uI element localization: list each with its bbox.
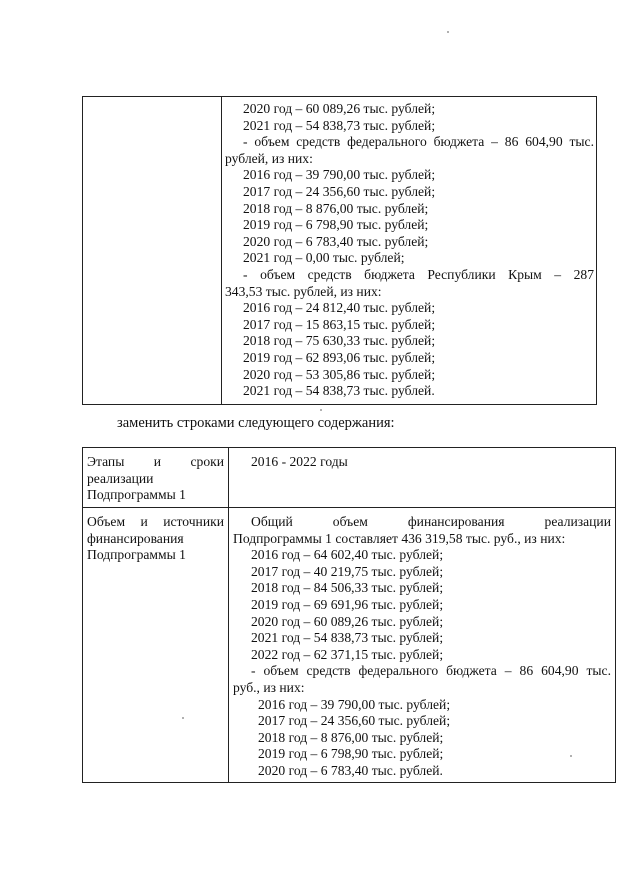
text-line: 2019 год – 6 798,90 тыс. рублей;	[243, 217, 429, 233]
text-line: 2017 год – 40 219,75 тыс. рублей;	[251, 563, 444, 579]
text-line: 2020 год – 6 783,40 тыс. рублей.	[258, 762, 443, 778]
scan-speck	[320, 409, 322, 411]
text-line: 2022 год – 62 371,15 тыс. рублей;	[251, 646, 444, 662]
label-line: Этапы и сроки	[87, 454, 224, 469]
text-line: 2021 год – 54 838,73 тыс. рублей;	[251, 630, 444, 646]
text-line: рублей, из них:	[225, 150, 313, 166]
text-line: 2021 год – 54 838,73 тыс. рублей.	[243, 383, 435, 399]
text-line: 2017 год – 24 356,60 тыс. рублей;	[243, 183, 436, 199]
text-line: руб., из них:	[233, 679, 305, 695]
text-line: 2019 год – 6 798,90 тыс. рублей;	[258, 746, 444, 762]
replacement-instruction: заменить строками следующего содержания:	[117, 415, 395, 431]
text-line: 2016 год – 39 790,00 тыс. рублей;	[243, 167, 436, 183]
text-line: 2020 год – 6 783,40 тыс. рублей;	[243, 233, 429, 249]
table-row-stages	[83, 448, 616, 508]
label-line: Подпрограммы 1	[87, 547, 186, 563]
text-line: 2016 год – 64 602,40 тыс. рублей;	[251, 547, 444, 563]
label-line: финансирования	[87, 530, 184, 546]
table-cell-empty	[83, 97, 222, 405]
text-line: 343,53 тыс. рублей, из них:	[225, 283, 382, 299]
text-line: 2018 год – 75 630,33 тыс. рублей;	[243, 333, 436, 349]
label-line: реализации	[87, 470, 154, 486]
text-line: 2020 год – 53 305,86 тыс. рублей;	[243, 366, 436, 382]
text-line: 2017 год – 24 356,60 тыс. рублей;	[258, 713, 451, 729]
table-row	[83, 97, 597, 405]
text-line: 2016 год – 24 812,40 тыс. рублей;	[243, 300, 436, 316]
top-table	[82, 96, 597, 405]
label-line: Объем и источники	[87, 514, 224, 529]
text-line: 2017 год – 15 863,15 тыс. рублей;	[243, 316, 436, 332]
scan-speck	[447, 31, 449, 33]
label-line: Подпрограммы 1	[87, 487, 186, 503]
text-line: Подпрограммы 1 составляет 436 319,58 тыс. руб., из них:	[233, 530, 566, 546]
text-line: Общий объем финансирования реализации	[251, 514, 611, 529]
table-cell-label	[83, 448, 229, 508]
text-line: 2020 год – 60 089,26 тыс. рублей;	[243, 101, 436, 116]
text-line: 2019 год – 62 893,06 тыс. рублей;	[243, 349, 436, 365]
table-cell-label	[83, 508, 229, 783]
text-line: 2016 год – 39 790,00 тыс. рублей;	[258, 696, 451, 712]
table-cell-funding	[229, 508, 616, 783]
stage-years: 2016 - 2022 годы	[251, 454, 348, 469]
text-line: - объем средств бюджета Республики Крым – 287	[243, 266, 594, 282]
text-line: 2020 год – 60 089,26 тыс. рублей;	[251, 613, 444, 629]
scan-speck	[570, 755, 572, 757]
scan-speck	[182, 717, 184, 719]
table-cell-funding-continued	[222, 97, 597, 405]
table-cell-value	[229, 448, 616, 508]
text-line: 2021 год – 0,00 тыс. рублей;	[243, 250, 405, 266]
table-row-funding	[83, 508, 616, 783]
text-line: 2019 год – 69 691,96 тыс. рублей;	[251, 596, 444, 612]
text-line: 2018 год – 8 876,00 тыс. рублей;	[243, 200, 429, 216]
text-line: - объем средств федерального бюджета – 86 604,90 тыс.	[243, 134, 594, 150]
text-line: 2018 год – 8 876,00 тыс. рублей;	[258, 729, 444, 745]
text-line: - объем средств федерального бюджета – 86 604,90 тыс.	[251, 663, 611, 679]
text-line: 2021 год – 54 838,73 тыс. рублей;	[243, 117, 436, 133]
bottom-table	[82, 447, 616, 783]
text-line: 2018 год – 84 506,33 тыс. рублей;	[251, 580, 444, 596]
